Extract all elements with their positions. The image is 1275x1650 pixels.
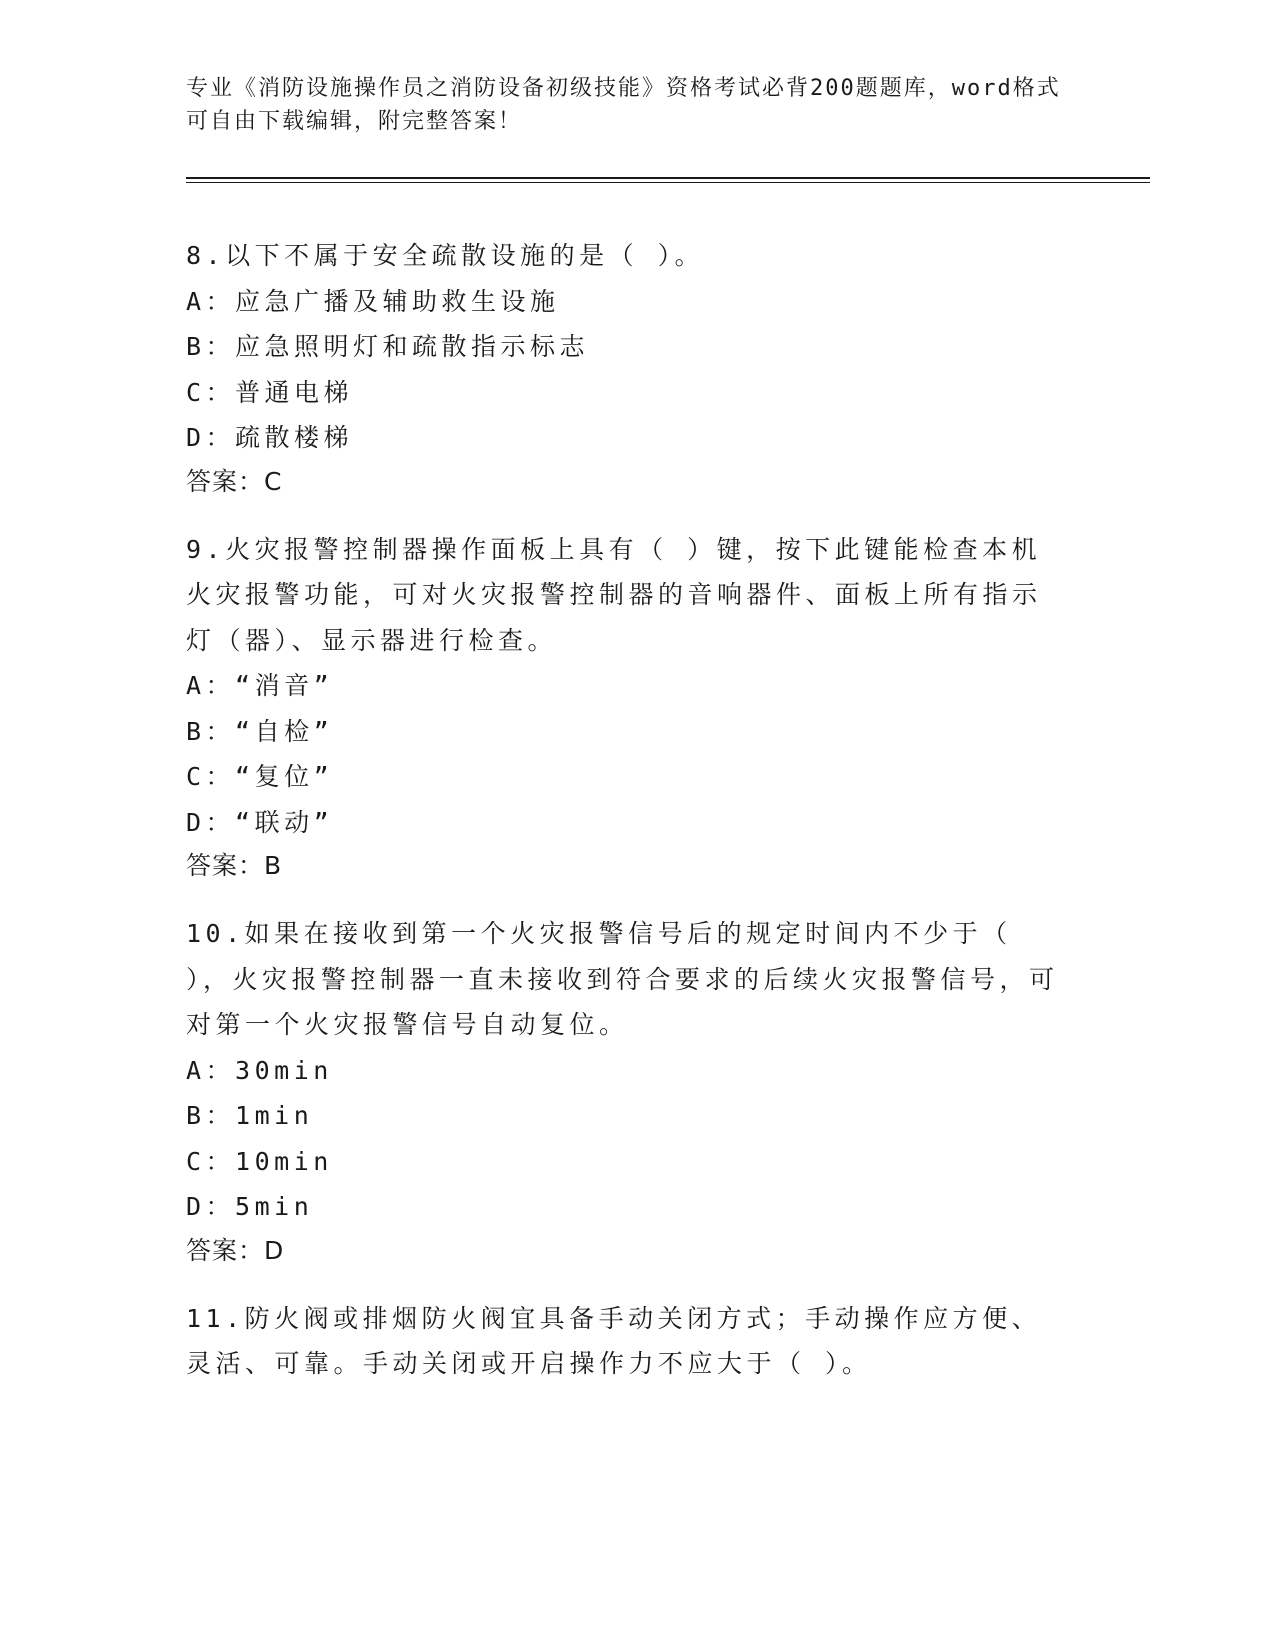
question-8 xyxy=(186,233,1086,503)
question-9 xyxy=(186,527,1086,888)
question-stem: 10.如果在接收到第一个火灾报警信号后的规定时间内不少于（ ），火灾报警控制器一直未接收到符合要求的后续火灾报警信号，可对第一个火灾报警信号自动复位。 xyxy=(186,919,1059,1039)
question-stem: 11.防火阀或排烟防火阀宜具备手动关闭方式；手动操作应方便、灵活、可靠。手动关闭或开启操作力不应大于（ ）。 xyxy=(186,1303,1042,1378)
question-list xyxy=(186,233,1086,1411)
option-b: B：应急照明灯和疏散指示标志 xyxy=(186,332,590,361)
option-d: D：“联动” xyxy=(186,807,334,837)
question-stem: 9.火灾报警控制器操作面板上具有（ ）键，按下此键能检查本机火灾报警功能，可对火灾报警控制器的音响器件、面板上所有指示灯（器）、显示器进行检查。 xyxy=(186,534,1042,655)
question-stem: 8.以下不属于安全疏散设施的是（ ）。 xyxy=(186,241,705,270)
document-header: 专业《消防设施操作员之消防设备初级技能》资格考试必背200题题库，word格式可自由下载编辑，附完整答案！ xyxy=(186,76,1061,134)
option-b: B：“自检” xyxy=(186,716,334,746)
question-10 xyxy=(186,911,1086,1272)
option-c: C：普通电梯 xyxy=(186,377,354,407)
option-b: B：1min xyxy=(186,1101,314,1130)
header-rule-thin xyxy=(186,182,1150,183)
option-c: C：“复位” xyxy=(186,762,334,791)
answer: 答案：C xyxy=(186,466,283,496)
question-11 xyxy=(186,1296,1086,1387)
option-d: D：疏散楼梯 xyxy=(186,423,354,452)
option-d: D：5min xyxy=(186,1192,314,1221)
header-rule-thick xyxy=(186,177,1150,179)
answer: 答案：B xyxy=(186,851,283,880)
option-a: A：“消音” xyxy=(186,671,334,700)
answer: 答案：D xyxy=(186,1235,285,1265)
option-a: A：应急广播及辅助救生设施 xyxy=(186,286,560,316)
option-c: C：10min xyxy=(186,1146,333,1176)
option-a: A：30min xyxy=(186,1055,333,1085)
